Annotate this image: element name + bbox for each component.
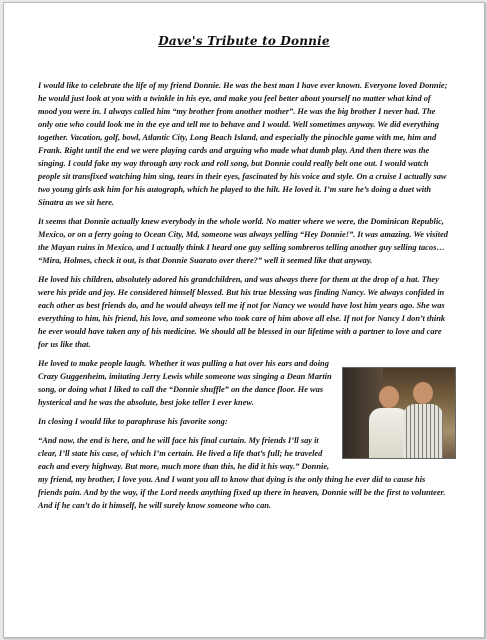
document-body	[38, 79, 450, 518]
paragraph-6: “And now, the end is here, and he will face his final curtain. My friends I’ll say it clear, I’ll state his case, of which I’m certain. He lived a life that’s full; he traveled each and every highway. But more, much more than this, he did it his way.” Donnie, my friend, my brother, I love you. And I want you all to know that dying is the only thing he ever did to cause his friends pain. And by the way, if the Lord needs anything fixed up there in heaven, Donnie will be the first to volunteer. And if he can’t do it himself, he will surely know someone who can.	[38, 436, 446, 510]
document-page	[3, 2, 485, 638]
paragraph-3: He loved his children, absolutely adored his grandchildren, and was always there for them at the drop of a hat. They were his pride and joy. He considered himself blessed. But his true blessing was finding Nancy. We always confided in each other as best friends do, and he would always tell me if not for Nancy we would have lost him years ago. She was everything to him, his friend, his love, and someone who took care of him above all else. If not for Nancy I don’t think he ever would have taken any of his medicine. We should all be blessed in our lifetime with a partner to love and care for us like that.	[38, 275, 446, 349]
paragraph-2: It seems that Donnie actually knew everybody in the whole world. No matter where we were, the Dominican Republic, Mexico, or on a ferry going to Ocean City, Md, someone was always yelling “Hey Donnie!”. It was amazing. We visited the Mayan ruins in Mexico, and I actually think I heard one guy selling sombreros telling another guy selling tacos… “Mira, Holmes, check it out, is that Donnie Suarato over there?” well it seemed like that anyway.	[38, 217, 448, 265]
paragraph-5: In closing I would like to paraphrase his favorite song:	[38, 417, 228, 426]
paragraph-1: I would like to celebrate the life of my friend Donnie. He was the best man I have ever known. Everyone loved Donnie; he would just look at you with a twinkle in his eye, and make you feel better about yourself no matter what kind of mood you were in. I always called him “my brother from another mother”. He was the big brother I never had. The only one who could look me in the eye and tell me to behave and I would. Well sometimes anyway. We did everything together. Vacation, golf, bowl, Atlantic City, Long Beach Island, and especially the pinochle game with me, him and Frank. Right until the end we were playing cards and arguing who made what dumb play. And then there was the singing. I could fake my way through any rock and roll song, but Donnie could really belt one out. I would watch people sit transfixed watching him sing, tears in their eyes, fascinated by his voice and style. On a cruise I actually saw two young girls ask him for his autograph, which he played to the hilt. He loved it. I’m sure he’s doing a duet with Sinatra as we sit here.	[38, 81, 448, 207]
photo-two-men	[342, 367, 456, 459]
paragraph-4: He loved to make people laugh. Whether it was pulling a hat over his ears and doing Crazy Guggenheim, imitating Jerry Lewis while someone was singing a Dean Martin song, or doing what I liked to call the “Donnie shuffle” on the dance floor. He was hysterical and he was the absolute, best joke teller I ever knew.	[38, 359, 332, 407]
person-right	[403, 382, 443, 458]
document-title: Dave's Tribute to Donnie	[158, 34, 330, 48]
